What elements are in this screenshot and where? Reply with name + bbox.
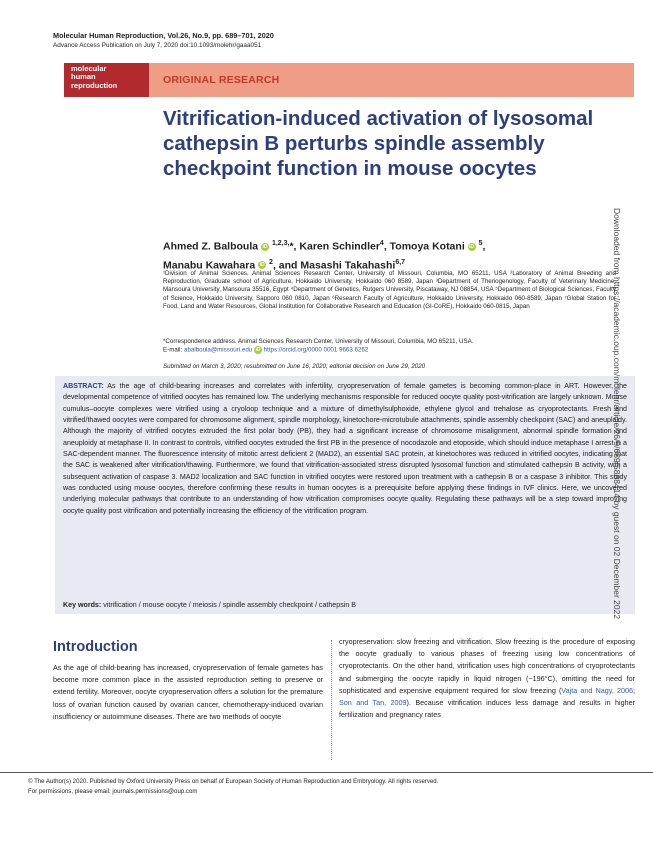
logo-line: molecular <box>71 64 107 73</box>
affiliations: ¹Division of Animal Sciences, Animal Sciences Research Center, University of Missouri, Columbia, MO 65211, USA ²Laboratory of Animal Breeding and Reproduction, Graduate school of Agriculture, Hokkaido University, Hokkaido 060 8589, Japan ³Department of Theriogenology, Faculty of Veterinary Medicine, Mansoura University, Mansoura 35516, Egypt ⁴Department of Genetics, Rutgers University, Piscataway, NJ 08854, USA ⁵Department of Biological Sciences, Faculty of Science, Hokkaido University, Sapporo 060 0810, Japan ⁶Research Faculty of Agriculture, Hokkaido University, Hokkaido 060-8589, Japan ⁷Global Station for Food, Land and Water Resources, Global Institution for Collaborative Research and Education (GI-CoRE), Hokkaido 060-0815, Japan <box>163 270 616 310</box>
article-title: Vitrification-induced activation of lysosomal cathepsin B perturbs spindle assembly checkpoint function in mouse oocytes <box>163 107 594 180</box>
submission-dates: Submitted on March 3, 2020; resubmitted on June 16, 2020; editorial decision on June 29, 2020 <box>163 363 426 370</box>
author-affil-sup: 4 <box>379 240 384 247</box>
author-separator: , <box>293 240 300 253</box>
email-link[interactable]: abalboula@missouri.edu <box>184 346 253 354</box>
author-name[interactable]: Ahmed Z. Balboula <box>163 240 259 253</box>
author-affil-sup: 5 <box>478 240 483 247</box>
section-heading: Introduction <box>53 639 138 655</box>
keywords <box>63 601 623 609</box>
intro-text: cryopreservation: slow freezing and vitrification. Slow freezing is the procedure of exposing the oocyte gradually to various phases of freezing using low concentrations of cryoprotectants. On the other hand, vitrification uses high concentrations of cryoprotectants and submerging the oocyte rapidly in liquid nitrogen (−196°C), omitting the need for sophisticated and expensive equipment required for slow freezing ( <box>339 637 635 695</box>
citation-link[interactable]: Vajta and Nagy, 2006 <box>561 685 634 695</box>
section-banner <box>64 63 634 97</box>
footer <box>28 777 608 797</box>
abstract-text: As the age of child-bearing increases and correlates with infertility, cryopreservation of female gametes is becoming common-place in ART. However, the developmental competence of vitrified oocytes has remained low. The underlying mechanisms responsible for reduced oocyte quality post-vitrification are largely unknown. Mouse cumulus–oocyte complexes were vitrified using a cryoloop technique and a mixture of dimethylsulphoxide, ethylene glycol and trehalose as cryoprotectants. Fresh and vitrified/thawed oocytes were compared for chromosome alignment, spindle morphology, kinetochore-microtubule attachments, spindle assembly checkpoint (SAC) and aneuploidy. Although the majority of vitrified oocytes extruded the first polar body (PB), they had a significant increase of chromosome misalignment, abnormal spindle formation and aneuploidy at metaphase II. In contrast to controls, vitrified oocytes extruded the first PB in the presence of nocodazole and etoposide, which should induce metaphase I arrest in a SAC-dependent manner. The fluorescence intensity of mitotic arrest deficient 2 (MAD2), an essential SAC protein, at kinetochores was reduced in vitrified oocytes, indicating that the SAC is weakened after vitrification/thawing. Furthermore, we found that vitrification-associated stress disrupted lysosomal function and stimulated cathepsin B activity, with a subsequent activation of caspase 3. MAD2 localization and SAC function in vitrified oocytes were restored upon treatment with a cathepsin B or a caspase 3 inhibitor. This study was conducted using mouse oocytes, therefore confirming these results in human oocytes is a prerequisite before applying these findings in IVF clinics. Here, we uncovered underlying molecular pathways that contribute to an understanding of how vitrification compromises oocyte quality. Regulating these pathways will be a step toward improving oocyte quality post vitrification and potentially increasing the efficiency of the vitrification program. <box>63 382 627 515</box>
permissions-notice: For permissions, please email: journals.permissions@oup.com <box>28 788 198 795</box>
logo-line: reproduction <box>71 80 118 90</box>
orcid-icon[interactable]: iD <box>255 347 261 354</box>
citation-link[interactable]: Son and Tan, 2009 <box>339 698 407 708</box>
download-watermark: Downloaded from https://academic.oup.com/molehr/article/26/9/689/5868414 by guest on 02 December 2022 <box>612 208 622 620</box>
journal-citation: Molecular Human Reproduction, Vol.26, No.9, pp. 689–701, 2020 <box>53 31 274 40</box>
intro-right-column <box>339 636 635 721</box>
abstract <box>63 381 627 517</box>
article-type-label: ORIGINAL RESEARCH <box>163 74 280 86</box>
journal-logo <box>64 63 149 97</box>
orcid-icon[interactable]: iD <box>469 243 475 250</box>
author-affil-sup: 1,2,3, <box>271 240 290 247</box>
author-name[interactable]: Tomoya Kotani <box>389 240 465 253</box>
intro-text: ). Because vitrification induces less damage and results in higher fertilization and pregnancy rates <box>339 698 635 720</box>
footer-divider <box>0 772 653 773</box>
author-name[interactable]: Karen Schindler <box>299 240 380 253</box>
author-list <box>163 236 613 273</box>
author-name[interactable]: Manabu Kawahara <box>163 259 256 271</box>
correspondence-address: *Correspondence address. Animal Sciences Research Center, University of Missouri, Columbia, MO 65211, USA. <box>163 338 474 345</box>
email-label: E-mail: <box>163 346 183 354</box>
orcid-link[interactable]: https://orcid.org/0000 0001 9663 6262 <box>263 346 369 354</box>
orcid-icon[interactable]: iD <box>259 262 265 269</box>
orcid-icon[interactable]: iD <box>262 243 268 250</box>
correspondence-block <box>163 338 616 355</box>
author-separator: , <box>482 240 486 253</box>
citation-separator: ; <box>633 685 636 695</box>
abstract-label: ABSTRACT: <box>63 382 104 390</box>
logo-line: human <box>71 72 96 82</box>
author-separator: , and <box>272 259 301 271</box>
keywords-text: vitrification / mouse oocyte / meiosis / spindle assembly checkpoint / cathepsin B <box>103 601 356 609</box>
copyright-notice: © The Author(s) 2020. Published by Oxford University Press on behalf of European Society of Human Reproduction and Embryology. All rights reserved. <box>28 778 439 785</box>
author-name[interactable]: Masashi Takahashi <box>300 259 396 271</box>
author-affil-sup: 2 <box>269 258 273 266</box>
author-affil-sup: 6,7 <box>395 258 406 266</box>
corresponding-mark: * <box>289 240 294 253</box>
author-separator: , <box>383 240 390 253</box>
access-doi-line: Advance Access Publication on July 7, 2020 doi:10.1093/molehr/gaaa051 <box>53 42 262 49</box>
keywords-label: Key words: <box>63 601 102 609</box>
intro-left-column: As the age of child-bearing has increased, cryopreservation of female gametes has become more common place in the assisted reproduction setting to preserve or extend fertility. Moreover, oocyte cryopreservation offers a solution for the premature loss of ovarian function caused by ovarian cancer, chemotherapy-induced ovarian insufficiency or autoimmune diseases. There are two methods of oocyte <box>53 663 323 721</box>
column-divider <box>331 640 332 760</box>
